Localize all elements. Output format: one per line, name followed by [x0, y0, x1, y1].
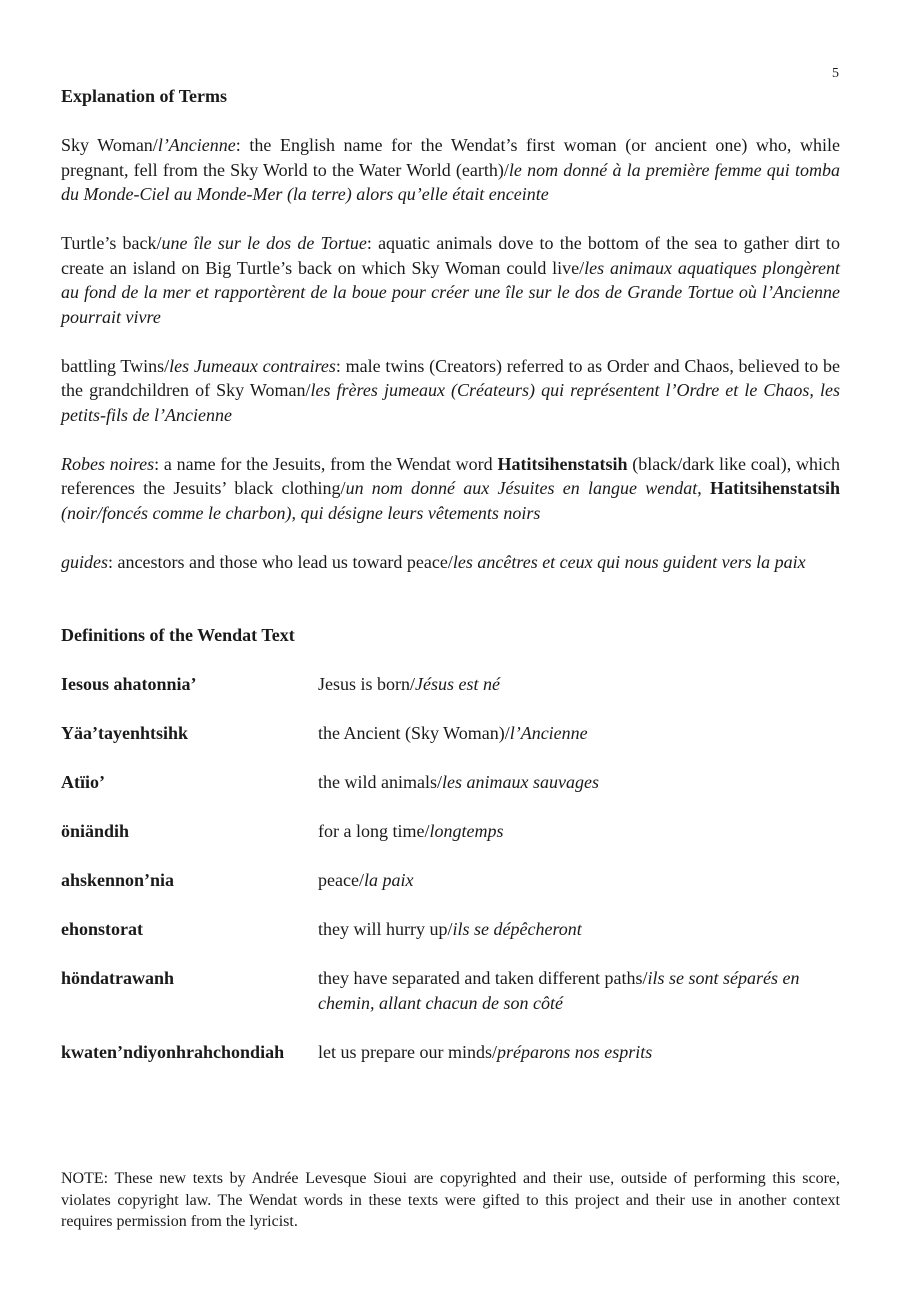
term-sep: : [366, 233, 379, 253]
term-sky-woman [61, 133, 840, 207]
meaning-en: peace/ [318, 870, 364, 890]
definition-row [61, 966, 840, 1016]
definition-meaning [318, 770, 840, 795]
page-number: 5 [832, 66, 839, 81]
wendat-word: ahskennon’nia [61, 870, 175, 890]
definition-row [61, 721, 840, 746]
term-desc: aquatic animals dove to the bottom of the sea to gather dirt to create an island on Big Turtle’s back on which Sky Woman could live/ [61, 233, 840, 278]
meaning-en: the wild animals/ [318, 772, 442, 792]
definition-row [61, 819, 840, 844]
wendat-word: Iesous ahatonnia’ [61, 674, 197, 694]
meaning-fr: longtemps [429, 821, 504, 841]
definition-meaning [318, 966, 840, 1016]
meaning-fr: ils se dépêcheront [452, 919, 582, 939]
term-sep: : [235, 135, 250, 155]
meaning-en: they will hurry up/ [318, 919, 453, 939]
term-name-fr: les Jumeaux contraires [169, 355, 336, 376]
term-desc: : a name for the Jesuits, from the Wendat word [154, 453, 498, 474]
term-desc-fr: les animaux aquatiques plongèrent au fond de la mer et rapportèrent de la boue pour créer une île sur le dos de Grande Tortue où l’Ancienne pourrait vivre [61, 257, 840, 327]
term-desc: (black/dark like coal), which references the Jesuits’ black clothing/ [61, 453, 840, 498]
term-turtles-back [61, 231, 840, 329]
wendat-word: öniändih [61, 821, 130, 841]
wendat-word: höndatrawanh [61, 968, 175, 988]
wendat-word: kwaten’ndiyonhrahchondiah [61, 1042, 285, 1062]
explanation-heading: Explanation of Terms [61, 86, 228, 106]
meaning-en: the Ancient (Sky Woman)/ [318, 723, 510, 743]
definition-meaning [318, 917, 840, 942]
definition-meaning [318, 672, 840, 697]
term-name: Sky Woman/ [61, 135, 158, 155]
definitions-heading: Definitions of the Wendat Text [61, 625, 295, 645]
wendat-word: ehonstorat [61, 919, 143, 939]
meaning-fr: ils se sont séparés en chemin, allant chacun de son côté [318, 968, 800, 1013]
term-name-fr: une île sur le dos de Tortue [161, 233, 367, 253]
term-name: Turtle’s back/ [61, 233, 162, 253]
meaning-fr: préparons nos esprits [496, 1042, 653, 1062]
meaning-fr: l’Ancienne [509, 723, 588, 743]
definitions-list [61, 672, 840, 1065]
meaning-en: let us prepare our minds/ [318, 1042, 497, 1062]
definition-meaning [318, 819, 840, 844]
term-sep: : [335, 355, 346, 376]
wendat-word: Yäa’tayenhtsihk [61, 723, 189, 743]
meaning-en: for a long time/ [318, 821, 430, 841]
definition-row [61, 770, 840, 795]
definition-meaning [318, 721, 840, 746]
definition-meaning [318, 868, 840, 893]
term-desc-fr: un nom donné aux Jésuites en langue wendat [345, 478, 698, 498]
wendat-word: Atïio’ [61, 772, 105, 792]
term-desc: : ancestors and those who lead us toward peace/ [108, 551, 453, 572]
term-name-fr: l’Ancienne [157, 135, 236, 155]
definition-meaning [318, 1040, 840, 1065]
term-sep: , [697, 478, 710, 498]
term-desc: the English name for the Wendat’s first woman (or ancient one) who, while pregnant, fell from the Sky World to the Water World (earth)/ [61, 135, 840, 180]
term-desc-fr: le nom donné à la première femme qui tomba du Monde-Ciel au Monde-Mer (la terre) alors qu’elle était enceinte [61, 159, 840, 204]
page-content [61, 84, 840, 1089]
term-name-fr: Robes noires [61, 453, 155, 474]
meaning-fr: les animaux sauvages [441, 772, 599, 792]
definition-row [61, 672, 840, 697]
definition-row [61, 917, 840, 942]
wendat-word: Hatitsihenstatsih [497, 453, 628, 474]
term-desc-fr: les ancêtres et ceux qui nous guident vers la paix [452, 551, 806, 572]
term-name-fr: guides [61, 551, 108, 572]
copyright-note: NOTE: These new texts by Andrée Levesque Sioui are copyrighted and their use, outside of performing this score, violates copyright law. The Wendat words in these texts were gifted to this project and their use in another context requires permission from the lyricist. [61, 1170, 840, 1230]
wendat-word: Hatitsihenstatsih [709, 478, 841, 498]
definition-row [61, 868, 840, 893]
term-desc-fr: (noir/foncés comme le charbon), qui désigne leurs vêtements noirs [61, 502, 541, 523]
meaning-en: they have separated and taken different paths/ [318, 968, 648, 988]
meaning-en: Jesus is born/ [318, 674, 416, 694]
term-battling-twins [61, 354, 840, 428]
definition-row [61, 1040, 840, 1065]
term-guides [61, 550, 840, 575]
meaning-fr: Jésus est né [415, 674, 500, 694]
term-name: battling Twins/ [61, 355, 170, 376]
term-robes-noires [61, 452, 840, 526]
term-desc-fr: les frères jumeaux (Créateurs) qui représentent l’Ordre et le Chaos, les petits-fils de l’Ancienne [61, 380, 840, 425]
term-desc: male twins (Creators) referred to as Order and Chaos, believed to be the grandchildren of Sky Woman/ [61, 355, 840, 400]
meaning-fr: la paix [363, 870, 414, 890]
